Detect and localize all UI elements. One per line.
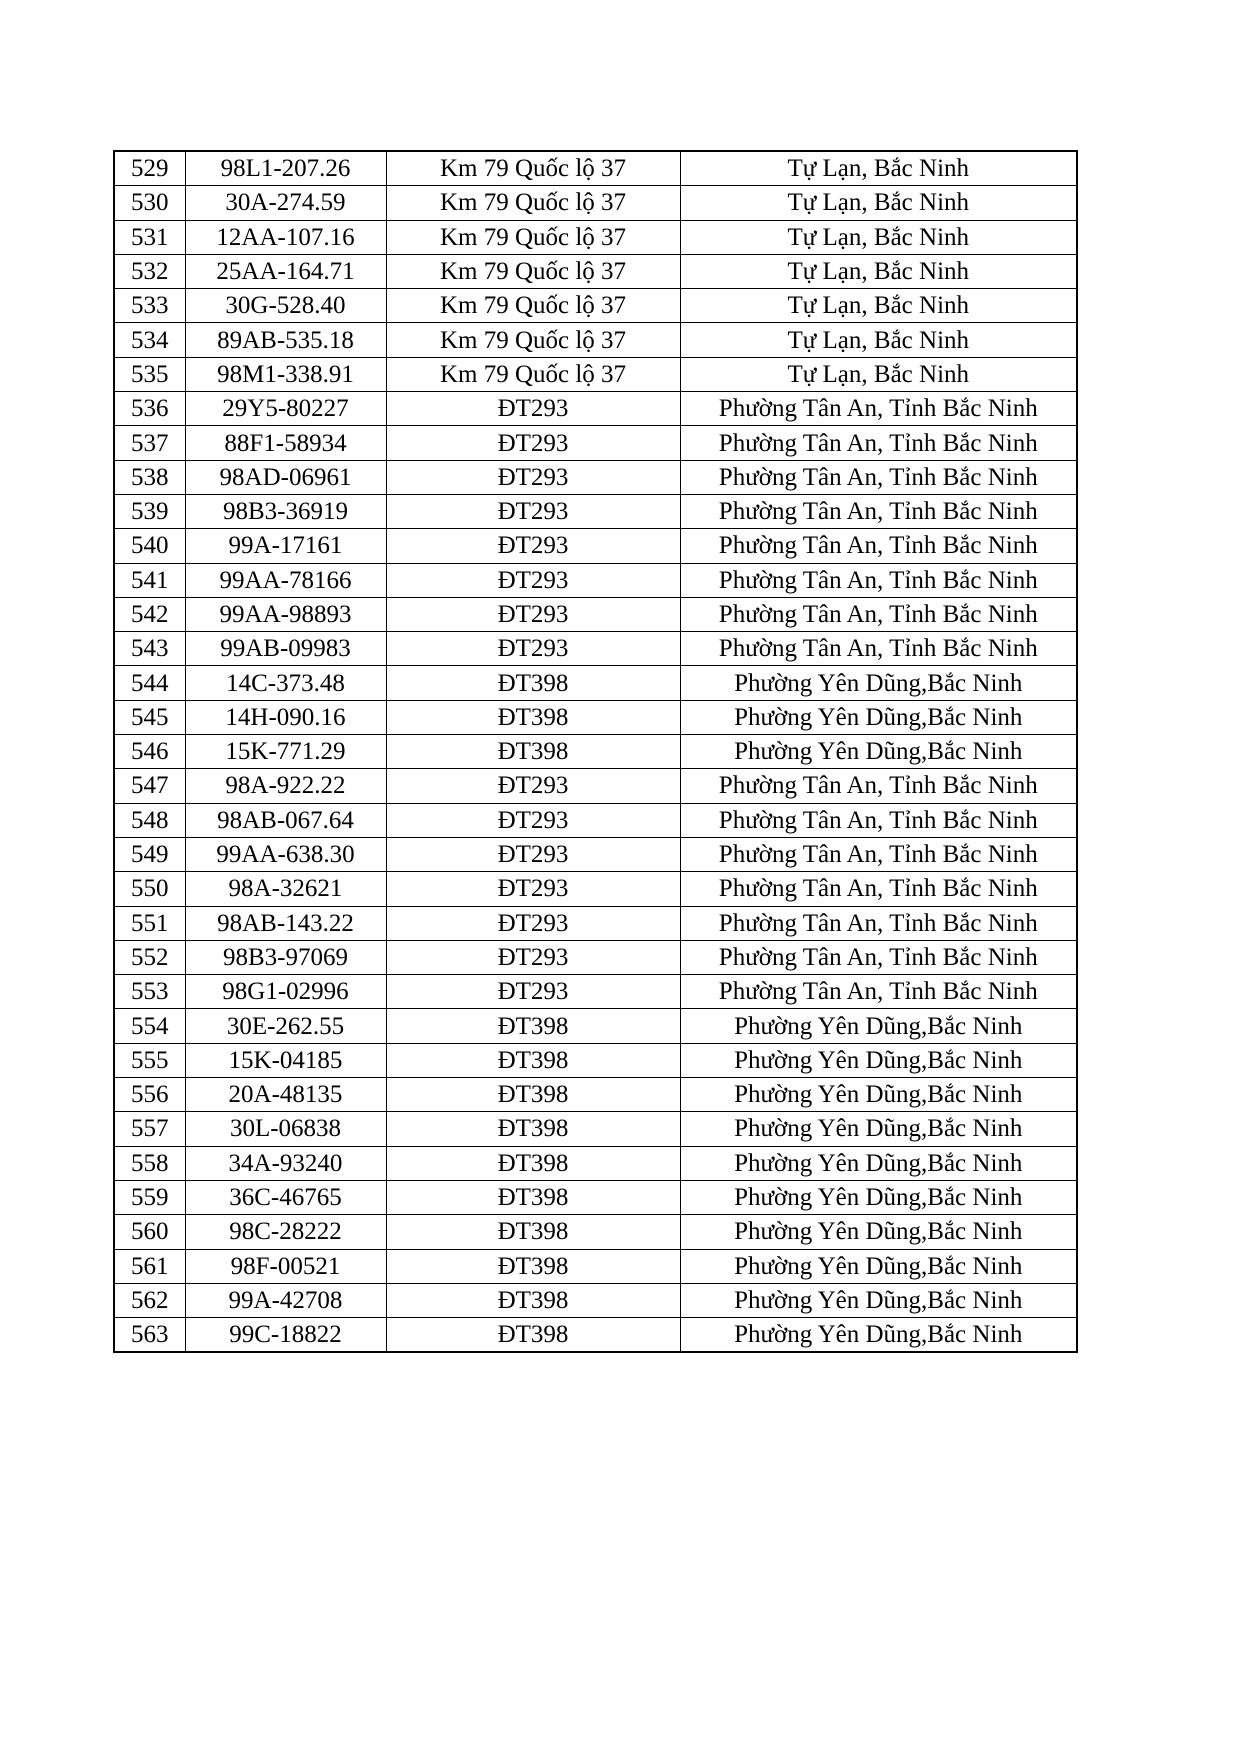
- table-row: [114, 1180, 1077, 1214]
- table-row: [114, 426, 1077, 460]
- row-number-cell: 558: [114, 1146, 185, 1180]
- table-row: [114, 1078, 1077, 1112]
- road-cell: ĐT398: [386, 1043, 680, 1077]
- license-plate-cell: 98A-922.22: [185, 769, 386, 803]
- location-cell: Tự Lạn, Bắc Ninh: [680, 323, 1077, 357]
- location-cell: Phường Yên Dũng,Bắc Ninh: [680, 666, 1077, 700]
- row-number-cell: 543: [114, 632, 185, 666]
- table-row: [114, 151, 1077, 186]
- row-number-cell: 530: [114, 186, 185, 220]
- location-cell: Phường Tân An, Tỉnh Bắc Ninh: [680, 563, 1077, 597]
- location-cell: Phường Tân An, Tỉnh Bắc Ninh: [680, 597, 1077, 631]
- table-row: [114, 769, 1077, 803]
- road-cell: ĐT293: [386, 426, 680, 460]
- license-plate-cell: 98A-32621: [185, 872, 386, 906]
- location-cell: Tự Lạn, Bắc Ninh: [680, 254, 1077, 288]
- license-plate-cell: 25AA-164.71: [185, 254, 386, 288]
- table-row: [114, 529, 1077, 563]
- table-row: [114, 803, 1077, 837]
- table-row: [114, 220, 1077, 254]
- license-plate-cell: 98AD-06961: [185, 460, 386, 494]
- road-cell: ĐT293: [386, 769, 680, 803]
- road-cell: ĐT293: [386, 803, 680, 837]
- location-cell: Phường Yên Dũng,Bắc Ninh: [680, 1078, 1077, 1112]
- row-number-cell: 536: [114, 392, 185, 426]
- license-plate-cell: 98F-00521: [185, 1249, 386, 1283]
- license-plate-cell: 98M1-338.91: [185, 357, 386, 391]
- row-number-cell: 538: [114, 460, 185, 494]
- license-plate-cell: 98AB-143.22: [185, 906, 386, 940]
- location-cell: Phường Tân An, Tỉnh Bắc Ninh: [680, 494, 1077, 528]
- table-row: [114, 940, 1077, 974]
- location-cell: Tự Lạn, Bắc Ninh: [680, 220, 1077, 254]
- row-number-cell: 540: [114, 529, 185, 563]
- location-cell: Phường Tân An, Tỉnh Bắc Ninh: [680, 426, 1077, 460]
- road-cell: ĐT293: [386, 494, 680, 528]
- table-row: [114, 1112, 1077, 1146]
- table-row: [114, 872, 1077, 906]
- license-plate-cell: 30G-528.40: [185, 289, 386, 323]
- location-cell: Phường Tân An, Tỉnh Bắc Ninh: [680, 460, 1077, 494]
- table-row: [114, 1043, 1077, 1077]
- location-cell: Phường Yên Dũng,Bắc Ninh: [680, 1180, 1077, 1214]
- road-cell: Km 79 Quốc lộ 37: [386, 254, 680, 288]
- license-plate-cell: 88F1-58934: [185, 426, 386, 460]
- road-cell: ĐT293: [386, 529, 680, 563]
- row-number-cell: 553: [114, 975, 185, 1009]
- location-cell: Phường Tân An, Tỉnh Bắc Ninh: [680, 872, 1077, 906]
- location-cell: Phường Yên Dũng,Bắc Ninh: [680, 1283, 1077, 1317]
- road-cell: ĐT398: [386, 1249, 680, 1283]
- road-cell: ĐT293: [386, 460, 680, 494]
- road-cell: ĐT293: [386, 940, 680, 974]
- road-cell: ĐT293: [386, 392, 680, 426]
- road-cell: ĐT293: [386, 837, 680, 871]
- table-row: [114, 906, 1077, 940]
- road-cell: ĐT398: [386, 1318, 680, 1353]
- table-row: [114, 563, 1077, 597]
- table-row: [114, 735, 1077, 769]
- table-row: [114, 289, 1077, 323]
- license-plate-cell: 99AB-09983: [185, 632, 386, 666]
- road-cell: ĐT398: [386, 1283, 680, 1317]
- row-number-cell: 561: [114, 1249, 185, 1283]
- license-plate-cell: 99AA-638.30: [185, 837, 386, 871]
- row-number-cell: 549: [114, 837, 185, 871]
- road-cell: ĐT293: [386, 632, 680, 666]
- location-cell: Tự Lạn, Bắc Ninh: [680, 186, 1077, 220]
- table-row: [114, 392, 1077, 426]
- row-number-cell: 555: [114, 1043, 185, 1077]
- road-cell: ĐT293: [386, 975, 680, 1009]
- road-cell: Km 79 Quốc lộ 37: [386, 151, 680, 186]
- row-number-cell: 546: [114, 735, 185, 769]
- road-cell: ĐT398: [386, 1180, 680, 1214]
- row-number-cell: 560: [114, 1215, 185, 1249]
- table-row: [114, 254, 1077, 288]
- table-row: [114, 666, 1077, 700]
- row-number-cell: 537: [114, 426, 185, 460]
- row-number-cell: 533: [114, 289, 185, 323]
- row-number-cell: 539: [114, 494, 185, 528]
- row-number-cell: 545: [114, 700, 185, 734]
- license-plate-cell: 98G1-02996: [185, 975, 386, 1009]
- road-cell: ĐT398: [386, 1112, 680, 1146]
- location-cell: Phường Tân An, Tỉnh Bắc Ninh: [680, 940, 1077, 974]
- table-row: [114, 494, 1077, 528]
- violations-table: [113, 150, 1078, 1353]
- road-cell: Km 79 Quốc lộ 37: [386, 357, 680, 391]
- row-number-cell: 529: [114, 151, 185, 186]
- row-number-cell: 532: [114, 254, 185, 288]
- road-cell: ĐT293: [386, 597, 680, 631]
- license-plate-cell: 14C-373.48: [185, 666, 386, 700]
- row-number-cell: 551: [114, 906, 185, 940]
- location-cell: Phường Yên Dũng,Bắc Ninh: [680, 1112, 1077, 1146]
- location-cell: Phường Tân An, Tỉnh Bắc Ninh: [680, 975, 1077, 1009]
- row-number-cell: 542: [114, 597, 185, 631]
- road-cell: ĐT398: [386, 1146, 680, 1180]
- road-cell: Km 79 Quốc lộ 37: [386, 186, 680, 220]
- location-cell: Phường Yên Dũng,Bắc Ninh: [680, 1215, 1077, 1249]
- road-cell: Km 79 Quốc lộ 37: [386, 323, 680, 357]
- location-cell: Tự Lạn, Bắc Ninh: [680, 151, 1077, 186]
- row-number-cell: 548: [114, 803, 185, 837]
- table-row: [114, 357, 1077, 391]
- location-cell: Phường Yên Dũng,Bắc Ninh: [680, 700, 1077, 734]
- row-number-cell: 559: [114, 1180, 185, 1214]
- location-cell: Phường Tân An, Tỉnh Bắc Ninh: [680, 392, 1077, 426]
- license-plate-cell: 34A-93240: [185, 1146, 386, 1180]
- road-cell: ĐT293: [386, 872, 680, 906]
- location-cell: Phường Yên Dũng,Bắc Ninh: [680, 1249, 1077, 1283]
- license-plate-cell: 98B3-36919: [185, 494, 386, 528]
- row-number-cell: 531: [114, 220, 185, 254]
- license-plate-cell: 99AA-78166: [185, 563, 386, 597]
- road-cell: ĐT398: [386, 700, 680, 734]
- row-number-cell: 550: [114, 872, 185, 906]
- location-cell: Tự Lạn, Bắc Ninh: [680, 357, 1077, 391]
- row-number-cell: 563: [114, 1318, 185, 1353]
- road-cell: ĐT398: [386, 1215, 680, 1249]
- table-row: [114, 975, 1077, 1009]
- table-row: [114, 1146, 1077, 1180]
- location-cell: Phường Tân An, Tỉnh Bắc Ninh: [680, 529, 1077, 563]
- location-cell: Phường Tân An, Tỉnh Bắc Ninh: [680, 769, 1077, 803]
- license-plate-cell: 98L1-207.26: [185, 151, 386, 186]
- row-number-cell: 547: [114, 769, 185, 803]
- table-row: [114, 597, 1077, 631]
- row-number-cell: 535: [114, 357, 185, 391]
- license-plate-cell: 14H-090.16: [185, 700, 386, 734]
- license-plate-cell: 98B3-97069: [185, 940, 386, 974]
- license-plate-cell: 98AB-067.64: [185, 803, 386, 837]
- license-plate-cell: 29Y5-80227: [185, 392, 386, 426]
- location-cell: Phường Yên Dũng,Bắc Ninh: [680, 1009, 1077, 1043]
- violations-table-body: [114, 151, 1077, 1352]
- location-cell: Phường Tân An, Tỉnh Bắc Ninh: [680, 632, 1077, 666]
- row-number-cell: 544: [114, 666, 185, 700]
- location-cell: Phường Tân An, Tỉnh Bắc Ninh: [680, 906, 1077, 940]
- license-plate-cell: 99C-18822: [185, 1318, 386, 1353]
- location-cell: Tự Lạn, Bắc Ninh: [680, 289, 1077, 323]
- row-number-cell: 552: [114, 940, 185, 974]
- table-row: [114, 1318, 1077, 1353]
- row-number-cell: 557: [114, 1112, 185, 1146]
- road-cell: Km 79 Quốc lộ 37: [386, 289, 680, 323]
- license-plate-cell: 99A-17161: [185, 529, 386, 563]
- license-plate-cell: 98C-28222: [185, 1215, 386, 1249]
- table-row: [114, 460, 1077, 494]
- table-row: [114, 186, 1077, 220]
- road-cell: ĐT398: [386, 1078, 680, 1112]
- license-plate-cell: 99AA-98893: [185, 597, 386, 631]
- table-row: [114, 1215, 1077, 1249]
- license-plate-cell: 12AA-107.16: [185, 220, 386, 254]
- row-number-cell: 534: [114, 323, 185, 357]
- road-cell: ĐT398: [386, 1009, 680, 1043]
- road-cell: ĐT293: [386, 563, 680, 597]
- table-row: [114, 632, 1077, 666]
- row-number-cell: 541: [114, 563, 185, 597]
- license-plate-cell: 99A-42708: [185, 1283, 386, 1317]
- road-cell: Km 79 Quốc lộ 37: [386, 220, 680, 254]
- table-row: [114, 1249, 1077, 1283]
- road-cell: ĐT398: [386, 666, 680, 700]
- license-plate-cell: 15K-771.29: [185, 735, 386, 769]
- location-cell: Phường Yên Dũng,Bắc Ninh: [680, 735, 1077, 769]
- table-row: [114, 1283, 1077, 1317]
- row-number-cell: 562: [114, 1283, 185, 1317]
- license-plate-cell: 89AB-535.18: [185, 323, 386, 357]
- location-cell: Phường Tân An, Tỉnh Bắc Ninh: [680, 803, 1077, 837]
- license-plate-cell: 30L-06838: [185, 1112, 386, 1146]
- location-cell: Phường Yên Dũng,Bắc Ninh: [680, 1318, 1077, 1353]
- license-plate-cell: 36C-46765: [185, 1180, 386, 1214]
- license-plate-cell: 30E-262.55: [185, 1009, 386, 1043]
- table-row: [114, 323, 1077, 357]
- row-number-cell: 556: [114, 1078, 185, 1112]
- license-plate-cell: 15K-04185: [185, 1043, 386, 1077]
- license-plate-cell: 20A-48135: [185, 1078, 386, 1112]
- license-plate-cell: 30A-274.59: [185, 186, 386, 220]
- location-cell: Phường Yên Dũng,Bắc Ninh: [680, 1043, 1077, 1077]
- table-row: [114, 837, 1077, 871]
- road-cell: ĐT398: [386, 735, 680, 769]
- table-row: [114, 1009, 1077, 1043]
- table-row: [114, 700, 1077, 734]
- location-cell: Phường Tân An, Tỉnh Bắc Ninh: [680, 837, 1077, 871]
- road-cell: ĐT293: [386, 906, 680, 940]
- row-number-cell: 554: [114, 1009, 185, 1043]
- location-cell: Phường Yên Dũng,Bắc Ninh: [680, 1146, 1077, 1180]
